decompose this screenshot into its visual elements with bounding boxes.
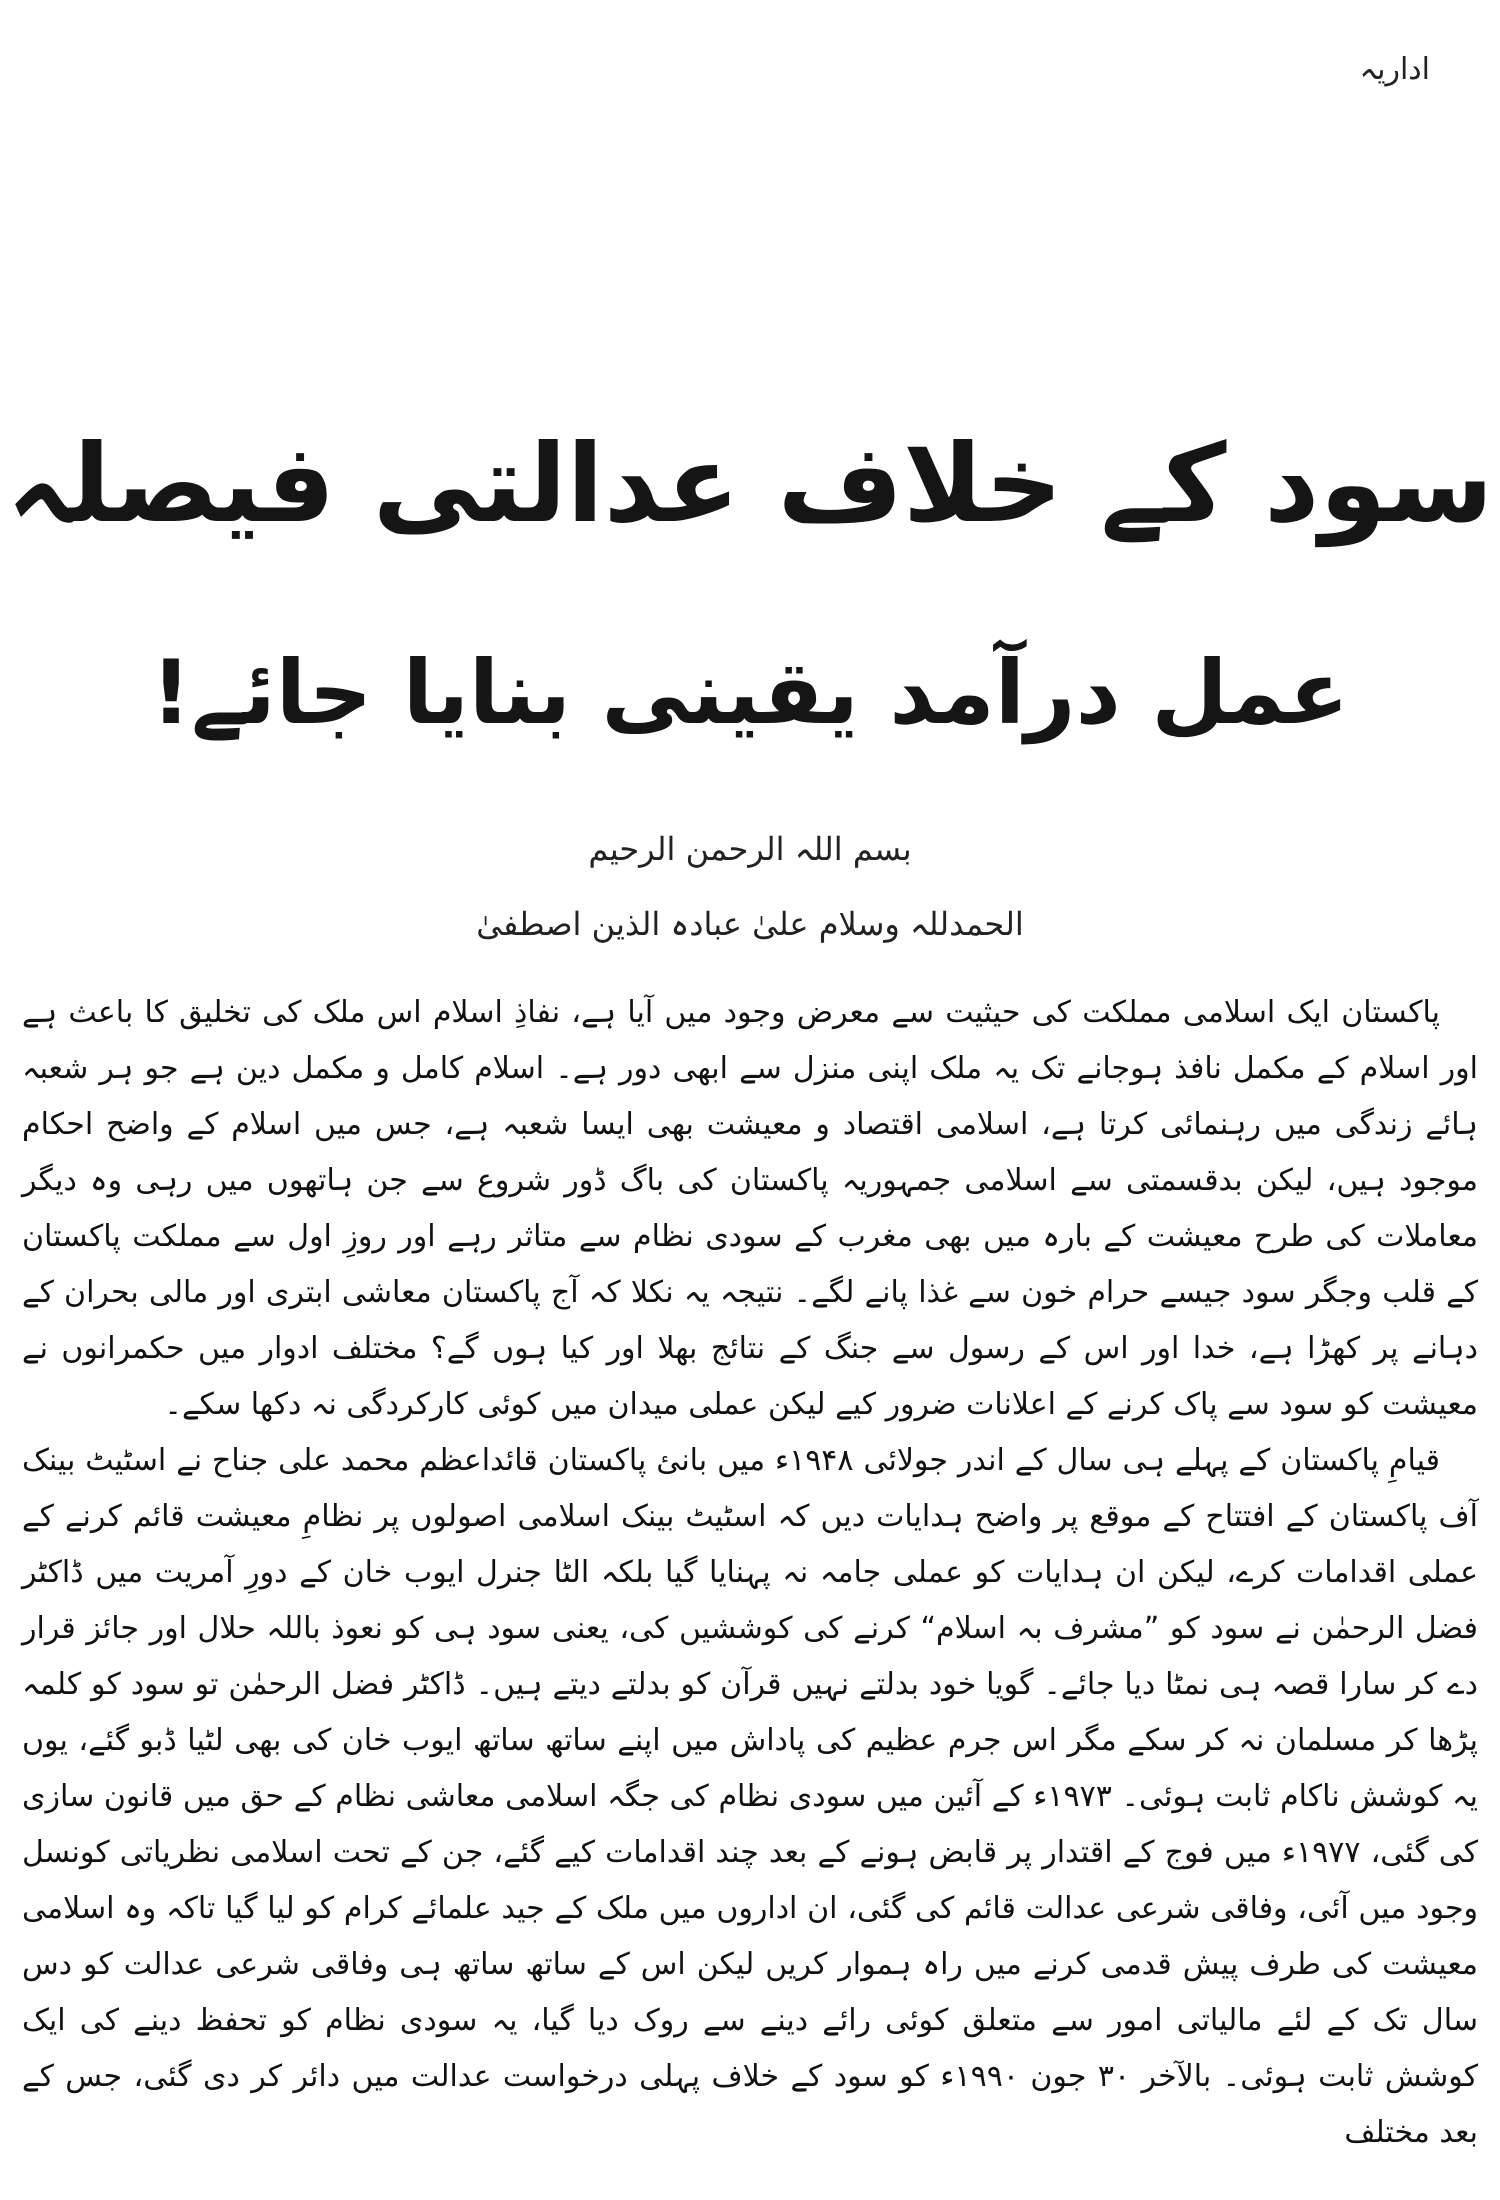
section-label: اداریہ (1359, 52, 1430, 87)
hamdala: الحمدللہ وسلام علیٰ عبادہ الذین اصطفیٰ (476, 905, 1024, 943)
article-title: سود کے خلاف عدالتی فیصلہ (6, 422, 1494, 547)
paragraph-2: قیامِ پاکستان کے پہلے ہی سال کے اندر جولائی ۱۹۴۸ء میں بانئ پاکستان قائداعظم محمد علی جناح نے اسٹیٹ بینک آف پاکستان کے افتتاح کے موقع پر واضح ہدایات دیں کہ اسٹیٹ بینک اسلامی اصولوں پر نظامِ معیشت قائم کرنے کے عملی اقدامات کرے، لیکن ان ہدایات کو عملی جامہ نہ پہنایا گیا بلکہ الٹا جنرل ایوب خان کے دورِ آمریت میں ڈاکٹر فضل الرحمٰن نے سود کو ”مشرف بہ اسلام“ کرنے کی کوششیں کی، یعنی سود ہی کو نعوذ باللہ حلال اور جائز قرار دے کر سارا قصہ ہی نمٹا دیا جائے۔ گویا خود بدلتے نہیں قرآن کو بدلتے دیتے ہیں۔ ڈاکٹر فضل الرحمٰن تو سود کو کلمہ پڑھا کر مسلمان نہ کر سکے مگر اس جرم عظیم کی پاداش میں اپنے ساتھ ساتھ ایوب خان کی بھی لٹیا ڈبو گئے، یوں یہ کوشش ناکام ثابت ہوئی۔ ۱۹۷۳ء کے آئین میں سودی نظام کی جگہ اسلامی معاشی نظام کے حق میں قانون سازی کی گئی، ۱۹۷۷ء میں فوج کے اقتدار پر قابض ہونے کے بعد چند اقدامات کیے گئے، جن کے تحت اسلامی نظریاتی کونسل وجود میں آئی، وفاقی شرعی عدالت قائم کی گئی، ان اداروں میں ملک کے جید علمائے کرام کو لیا گیا تاکہ وہ اسلامی معیشت کی طرف پیش قدمی کرنے میں راہ ہموار کریں لیکن اس کے ساتھ ساتھ ہی وفاقی شرعی عدالت کو دس سال تک کے لئے مالیاتی امور سے متعلق کوئی رائے دینے سے روک دیا گیا، یہ سودی نظام کو تحفظ دینے کی ایک کوشش ثابت ہوئی۔ بالآخر ۳۰ جون ۱۹۹۰ء کو سود کے خلاف پہلی درخواست عدالت میں دائر کر دی گئی، جس کے بعد مختلف (22, 1443, 1479, 2150)
article-subtitle: عمل درآمد یقینی بنایا جائے! (150, 641, 1350, 744)
bismillah: بسم اللہ الرحمن الرحیم (588, 830, 912, 868)
paragraph-1: پاکستان ایک اسلامی مملکت کی حیثیت سے معرض وجود میں آیا ہے، نفاذِ اسلام اس ملک کی تخلیق کا باعث ہے اور اسلام کے مکمل نافذ ہوجانے تک یہ ملک اپنی منزل سے ابھی دور ہے۔ اسلام کامل و مکمل دین ہے جو ہر شعبہ ہائے زندگی میں رہنمائی کرتا ہے، اسلامی اقتصاد و معیشت بھی ایسا شعبہ ہے، جس میں اسلام کے واضح احکام موجود ہیں، لیکن بدقسمتی سے اسلامی جمہوریہ پاکستان کی باگ ڈور شروع سے جن ہاتھوں میں رہی وہ دیگر معاملات کی طرح معیشت کے بارہ میں بھی مغرب کے سودی نظام سے متاثر رہے اور روزِ اول سے مملکت پاکستان کے قلب وجگر سود جیسے حرام خون سے غذا پانے لگے۔ نتیجہ یہ نکلا کہ آج پاکستان معاشی ابتری اور مالی بحران کے دہانے پر کھڑا ہے، خدا اور اس کے رسول سے جنگ کے نتائج بھلا اور کیا ہوں گے؟ مختلف ادوار میں حکمرانوں نے معیشت کو سود سے پاک کرنے کے اعلانات ضرور کیے لیکن عملی میدان میں کوئی کارکردگی نہ دکھا سکے۔ (22, 995, 1478, 1422)
article-body (22, 985, 1478, 2161)
